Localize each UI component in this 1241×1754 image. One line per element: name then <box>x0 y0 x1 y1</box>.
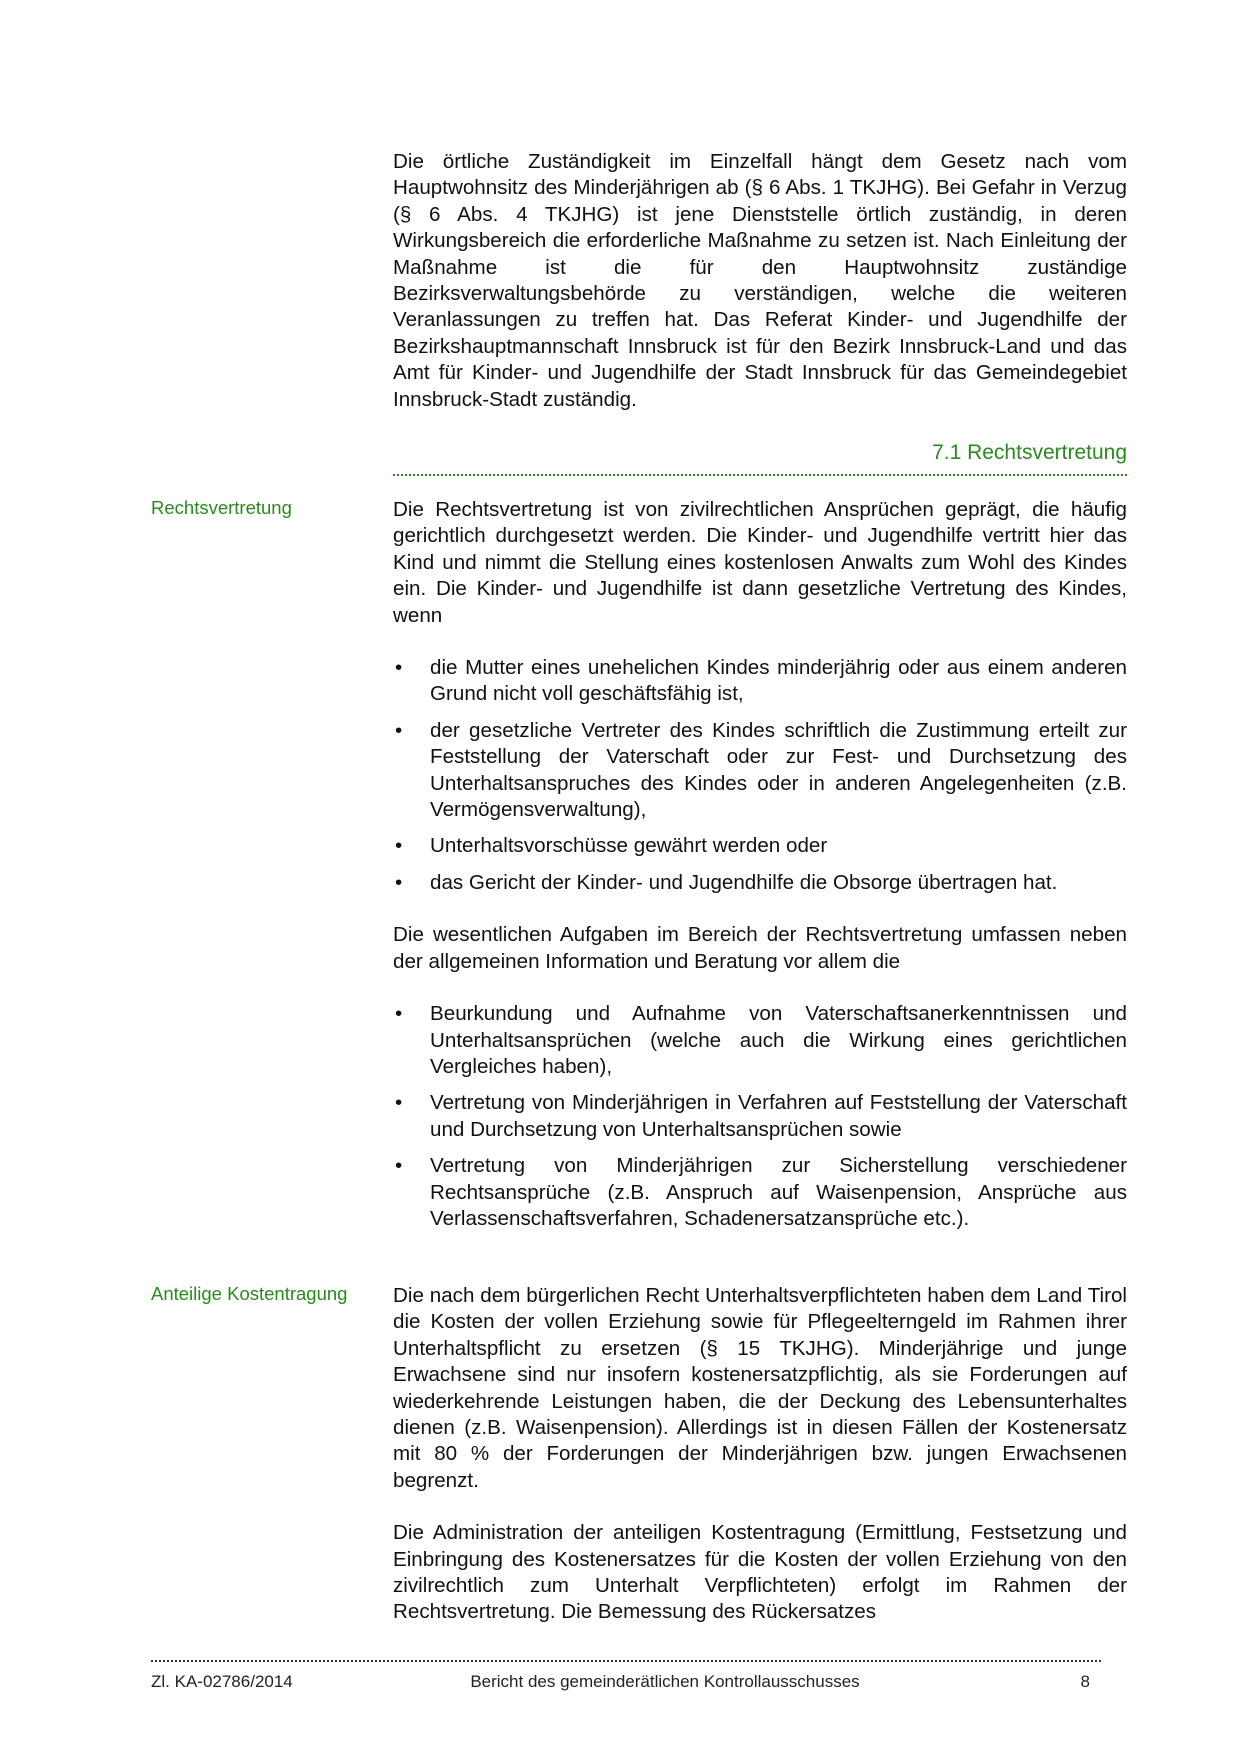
bullet-icon: • <box>395 718 403 742</box>
list-item: • das Gericht der Kinder- und Jugendhilfe die Obsorge übertragen hat. <box>393 870 1127 896</box>
intro-paragraph-text: Die örtliche Zuständigkeit im Einzelfall hängt dem Gesetz nach vom Hauptwohnsitz des Minderjährigen ab (§ 6 Abs. 1 TKJHG). Bei Gefahr in Verzug (§ 6 Abs. 4 TKJHG) ist jene Dienststelle örtlich zuständig, in deren Wirkungsbereich die erforderliche Maßnahme zu setzen ist. Nach Einleitung der Maßnahme ist die für den Hauptwohnsitz zuständige Bezirksverwaltungsbehörde zu verständigen, welche die weiteren Veranlassungen zu treffen hat. Das Referat Kinder- und Jugendhilfe der Bezirkshauptmannschaft Innsbruck ist für den Bezirk Innsbruck-Land und das Amt für Kinder- und Jugendhilfe der Stadt Innsbruck für das Gemeindegebiet Innsbruck-Stadt zuständig. <box>393 150 1127 411</box>
kostentragung-paragraph-2: Die Administration der anteiligen Kostentragung (Ermittlung, Festsetzung und Einbringung des Kostenersatzes für die Kosten der vollen Erziehung von den zivilrechtlich zum Unterhalt Verpflichteten) erfolgt im Rahmen der Rechtsvertretung. Die Bemessung des Rückersatzes <box>393 1521 1127 1624</box>
margin-label-kostentragung: Anteilige Kostentragung <box>151 1283 348 1304</box>
conditions-list <box>393 655 1127 896</box>
footer-title: Bericht des gemeinderätlichen Kontrollausschusses <box>470 1672 860 1691</box>
bullet-icon: • <box>395 834 403 858</box>
kostentragung-section <box>393 1283 1127 1626</box>
section-heading <box>393 441 1127 476</box>
footer-reference: Zl. KA-02786/2014 <box>151 1672 293 1691</box>
section-heading-text: 7.1 Rechtsvertretung <box>932 441 1127 464</box>
kostentragung-paragraph-1: Die nach dem bürgerlichen Recht Unterhaltsverpflichteten haben dem Land Tirol die Kosten der vollen Erziehung sowie für Pflegeelterngeld im Rahmen ihrer Unterhaltspflicht zu ersetzen (§ 15 TKJHG). Minderjährige und junge Erwachsene sind nur insofern kostenersatzpflichtig, als sie Forderungen auf wiederkehrende Leistungen haben, die der Deckung des Lebensunterhaltes dienen (z.B. Waisenpension). Allerdings ist in diesen Fällen der Kostenersatz mit 80 % der Forderungen der Minderjährigen bzw. jungen Erwachsenen begrenzt. <box>393 1284 1127 1492</box>
footer-divider <box>151 1660 1101 1662</box>
page-number: 8 <box>1080 1672 1090 1691</box>
list-item: • Vertretung von Minderjährigen zur Sicherstellung verschiedener Rechtsansprüche (z.B. Anspruch auf Waisenpension, Ansprüche aus Verlassenschaftsverfahren, Schadenersatzansprüche etc.). <box>395 1154 1127 1230</box>
intro-paragraph <box>393 149 1127 413</box>
bullet-icon: • <box>395 656 403 680</box>
list-item: • Beurkundung und Aufnahme von Vaterschaftsanerkenntnissen und Unterhaltsansprüchen (welche auch die Wirkung eines gerichtlichen Vergleiches haben), <box>395 1002 1127 1078</box>
list-item: • die Mutter eines unehelichen Kindes minderjährig oder aus einem anderen Grund nicht voll geschäftsfähig ist, <box>395 656 1127 706</box>
bullet-icon: • <box>395 870 403 894</box>
list-item: • der gesetzliche Vertreter des Kindes schriftlich die Zustimmung erteilt zur Feststellung der Vaterschaft oder zur Fest- und Durchsetzung des Unterhaltsanspruches des Kindes oder in anderen Angelegenheiten (z.B. Vermögensverwaltung), <box>395 718 1127 822</box>
tasks-list <box>393 1001 1127 1232</box>
list-item: • Vertretung von Minderjährigen in Verfahren auf Feststellung der Vaterschaft und Durchsetzung von Unterhaltsansprüchen sowie <box>395 1091 1127 1141</box>
rechtsvertretung-intro: Die Rechtsvertretung ist von zivilrechtlichen Ansprüchen geprägt, die häufig gerichtlich durchgesetzt werden. Die Kinder- und Jugendhilfe vertritt hier das Kind und nimmt die Stellung eines kostenlosen Anwalts zum Wohl des Kindes ein. Die Kinder- und Jugendhilfe ist dann gesetzliche Vertretung des Kindes, wenn <box>393 498 1127 627</box>
tasks-intro: Die wesentlichen Aufgaben im Bereich der Rechtsvertretung umfassen neben der allgemeinen Information und Beratung vor allem die <box>393 923 1127 973</box>
bullet-icon: • <box>395 1002 403 1026</box>
bullet-icon: • <box>395 1091 403 1115</box>
rechtsvertretung-section <box>393 497 1127 1242</box>
margin-label-rechtsvertretung: Rechtsvertretung <box>151 497 292 518</box>
bullet-icon: • <box>395 1154 403 1178</box>
list-item: • Unterhaltsvorschüsse gewährt werden oder <box>393 833 1127 859</box>
